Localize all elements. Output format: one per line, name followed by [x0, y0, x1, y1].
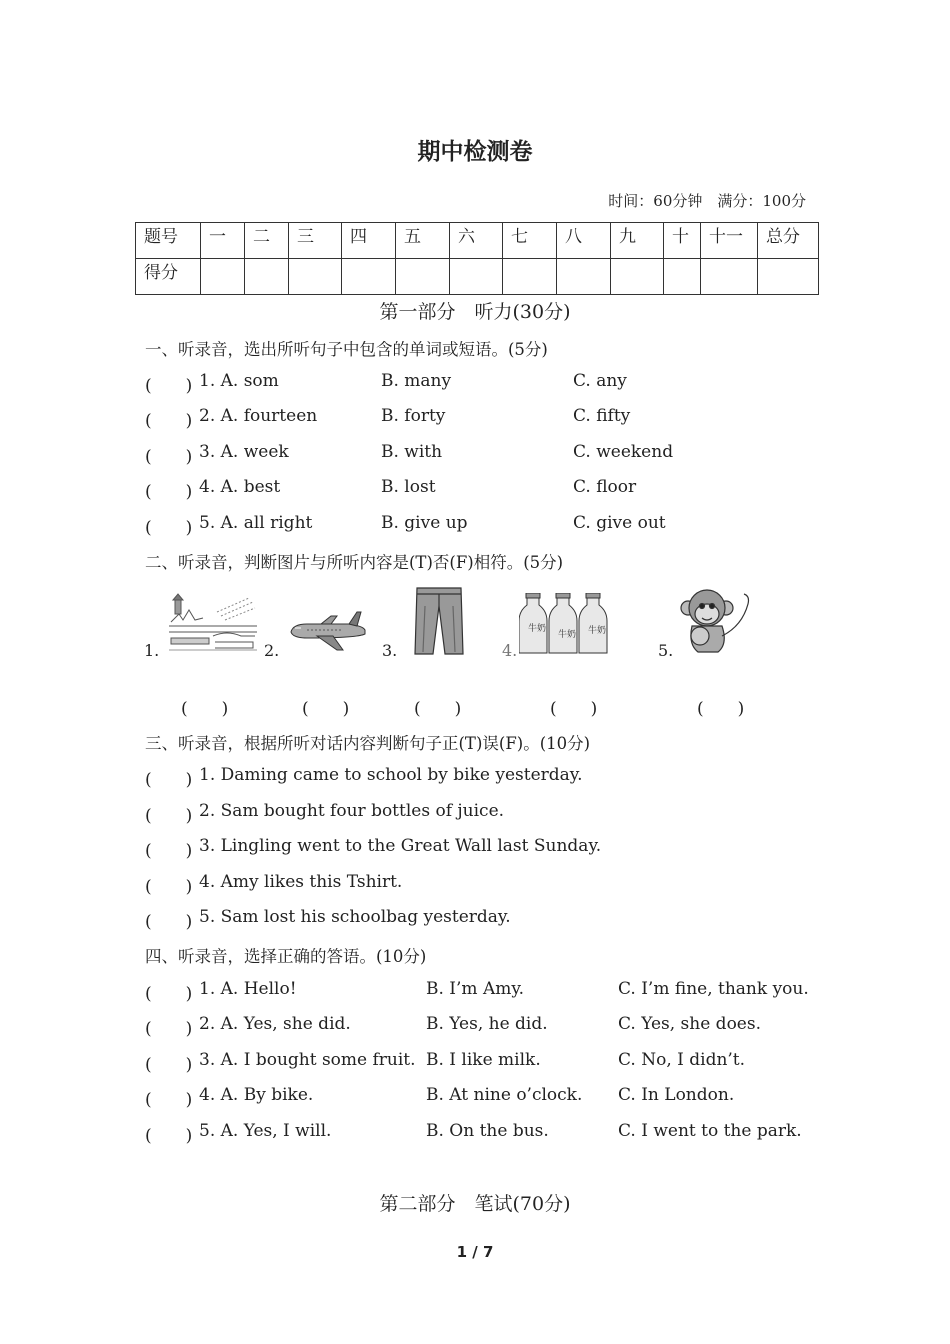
bottle-label: 牛奶: [558, 630, 577, 640]
score-header-cell: 十: [664, 223, 701, 259]
score-table: [135, 222, 819, 295]
score-input-cell[interactable]: [396, 259, 450, 295]
sec4-heading: 四、听录音，选择正确的答语。(10分): [145, 947, 427, 966]
sec1-q5-paren[interactable]: ( ): [145, 518, 193, 538]
sec1-q2-a: 2. A. fourteen: [199, 406, 318, 426]
sec1-q2-b: B. forty: [381, 406, 446, 426]
score-header-cell: 六: [450, 223, 503, 259]
score-header-cell: 总分: [758, 223, 819, 259]
score-header-cell: 七: [503, 223, 557, 259]
sec2-pic3-answer[interactable]: ( ): [414, 699, 462, 719]
page-title: 期中检测卷: [417, 138, 533, 165]
sec1-q5-b: B. give up: [381, 513, 468, 533]
score-header-cell: 五: [396, 223, 450, 259]
sec3-q1-text: 1. Daming came to school by bike yesterday.: [199, 765, 583, 785]
sec4-q1-paren[interactable]: ( ): [145, 984, 193, 1004]
sec4-q1-c: C. I’m fine, thank you.: [618, 979, 809, 999]
sec4-q5-paren[interactable]: ( ): [145, 1126, 193, 1146]
sec4-q4-paren[interactable]: ( ): [145, 1090, 193, 1110]
sec1-q4-c: C. floor: [573, 477, 637, 497]
sec4-q4-c: C. In London.: [618, 1085, 735, 1105]
score-input-cell[interactable]: [289, 259, 342, 295]
sec4-q5-a: 5. A. Yes, I will.: [199, 1121, 332, 1141]
trousers-icon: [413, 586, 465, 656]
sec2-pic1-answer[interactable]: ( ): [181, 699, 229, 719]
score-header-cell: 十一: [701, 223, 758, 259]
sec3-q2-text: 2. Sam bought four bottles of juice.: [199, 801, 505, 821]
bottle-label: 牛奶: [588, 626, 607, 636]
page-number: 1 / 7: [456, 1243, 494, 1261]
sec4-q3-c: C. No, I didn’t.: [618, 1050, 746, 1070]
sec2-pic1-label: 1.: [144, 641, 160, 660]
sec1-q4-paren[interactable]: ( ): [145, 482, 193, 502]
milk-bottles-icon: [519, 593, 609, 657]
sec4-q1-b: B. I’m Amy.: [426, 979, 525, 999]
sec4-q3-a: 3. A. I bought some fruit.: [199, 1050, 416, 1070]
landscape-icon: [169, 592, 257, 652]
sec4-q1-a: 1. A. Hello!: [199, 979, 297, 999]
sec1-q2-paren[interactable]: ( ): [145, 411, 193, 431]
sec4-q5-b: B. On the bus.: [426, 1121, 549, 1141]
sec2-pic5-answer[interactable]: ( ): [697, 699, 745, 719]
sec1-q5-a: 5. A. all right: [199, 513, 313, 533]
score-header-cell: 二: [245, 223, 289, 259]
score-header-cell: 九: [611, 223, 664, 259]
score-input-cell[interactable]: [701, 259, 758, 295]
sec1-q4-b: B. lost: [381, 477, 436, 497]
sec1-q4-a: 4. A. best: [199, 477, 281, 497]
score-table-header-row: [136, 223, 819, 259]
score-input-cell[interactable]: [450, 259, 503, 295]
sec1-q1-c: C. any: [573, 371, 627, 391]
sec4-q2-c: C. Yes, she does.: [618, 1014, 761, 1034]
part2-heading: 第二部分 笔试(70分): [379, 1193, 571, 1215]
sec4-q5-c: C. I went to the park.: [618, 1121, 802, 1141]
score-header-cell: 八: [557, 223, 611, 259]
sec1-q2-c: C. fifty: [573, 406, 631, 426]
exam-meta: 时间：60分钟 满分：100分: [608, 192, 806, 210]
sec4-q4-b: B. At nine o’clock.: [426, 1085, 583, 1105]
sec2-pic2-label: 2.: [264, 641, 280, 660]
sec4-q2-a: 2. A. Yes, she did.: [199, 1014, 351, 1034]
score-header-cell: 一: [201, 223, 245, 259]
sec3-q5-text: 5. Sam lost his schoolbag yesterday.: [199, 907, 511, 927]
airplane-icon: [287, 610, 367, 654]
score-input-cell[interactable]: [758, 259, 819, 295]
sec2-pic4-label: 4.: [502, 641, 518, 660]
sec1-heading: 一、听录音，选出所听句子中包含的单词或短语。(5分): [145, 340, 548, 359]
bottle-label: 牛奶: [528, 624, 547, 634]
sec2-pic4-answer[interactable]: ( ): [550, 699, 598, 719]
sec4-q3-paren[interactable]: ( ): [145, 1055, 193, 1075]
sec3-q4-text: 4. Amy likes this Tshirt.: [199, 872, 403, 892]
sec1-q1-paren[interactable]: ( ): [145, 376, 193, 396]
sec1-q3-paren[interactable]: ( ): [145, 447, 193, 467]
sec1-q3-c: C. weekend: [573, 442, 674, 462]
sec4-q2-paren[interactable]: ( ): [145, 1019, 193, 1039]
score-header-cell: 题号: [136, 223, 201, 259]
sec2-pic3-label: 3.: [382, 641, 398, 660]
sec1-q3-b: B. with: [381, 442, 443, 462]
part1-heading: 第一部分 听力(30分): [379, 301, 571, 323]
sec1-q1-b: B. many: [381, 371, 452, 391]
sec1-q5-c: C. give out: [573, 513, 666, 533]
score-row-label: 得分: [136, 259, 201, 295]
sec2-pic5-label: 5.: [658, 641, 674, 660]
sec4-q3-b: B. I like milk.: [426, 1050, 541, 1070]
sec2-pic2-answer[interactable]: ( ): [302, 699, 350, 719]
score-input-cell[interactable]: [342, 259, 396, 295]
sec3-q2-paren[interactable]: ( ): [145, 806, 193, 826]
score-input-cell[interactable]: [664, 259, 701, 295]
score-input-cell[interactable]: [557, 259, 611, 295]
sec3-q3-paren[interactable]: ( ): [145, 841, 193, 861]
score-input-cell[interactable]: [611, 259, 664, 295]
sec3-q3-text: 3. Lingling went to the Great Wall last Sunday.: [199, 836, 602, 856]
score-input-cell[interactable]: [201, 259, 245, 295]
sec4-q4-a: 4. A. By bike.: [199, 1085, 314, 1105]
monkey-icon: [678, 586, 752, 658]
sec3-heading: 三、听录音，根据所听对话内容判断句子正(T)误(F)。(10分): [145, 734, 591, 753]
sec3-q1-paren[interactable]: ( ): [145, 770, 193, 790]
sec2-heading: 二、听录音，判断图片与所听内容是(T)否(F)相符。(5分): [145, 553, 564, 572]
score-header-cell: 四: [342, 223, 396, 259]
score-header-cell: 三: [289, 223, 342, 259]
sec3-q4-paren[interactable]: ( ): [145, 877, 193, 897]
score-table-score-row: [136, 259, 819, 295]
sec1-q3-a: 3. A. week: [199, 442, 289, 462]
sec4-q2-b: B. Yes, he did.: [426, 1014, 548, 1034]
score-input-cell[interactable]: [503, 259, 557, 295]
sec3-q5-paren[interactable]: ( ): [145, 912, 193, 932]
sec1-q1-a: 1. A. som: [199, 371, 279, 391]
score-input-cell[interactable]: [245, 259, 289, 295]
